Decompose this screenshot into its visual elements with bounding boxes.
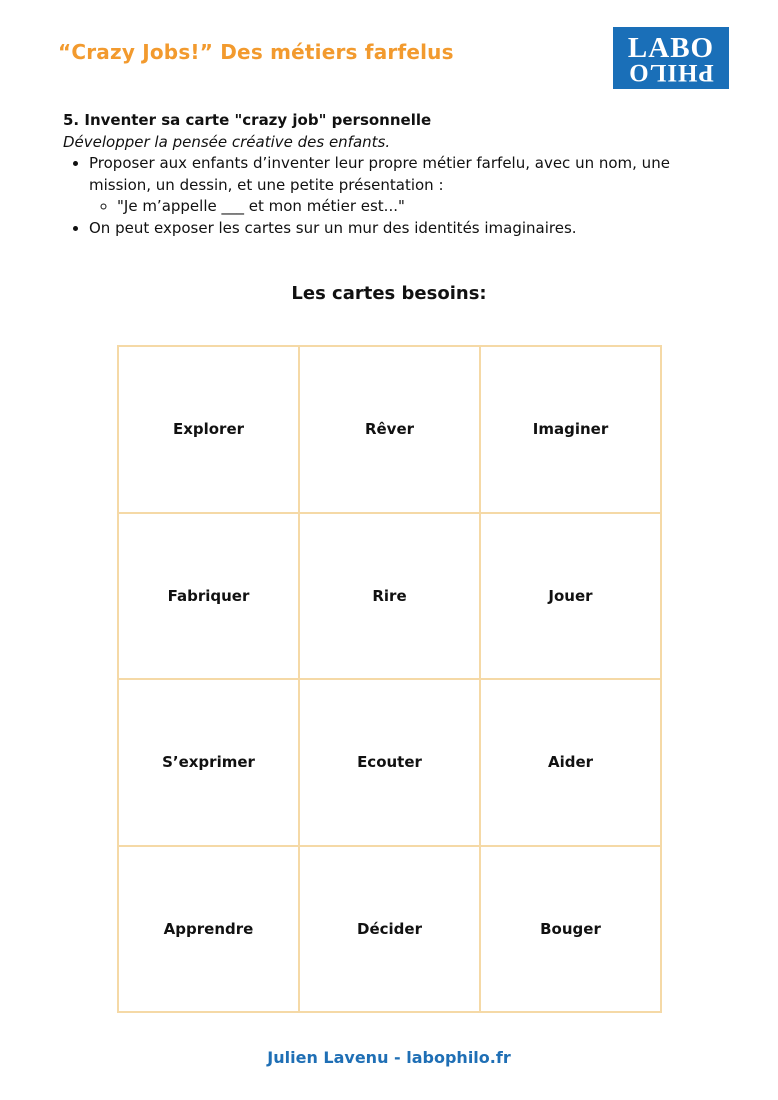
sub-list-item: ◦ "Je m’appelle ___ et mon métier est...": [117, 196, 733, 218]
card-cell: Jouer: [481, 514, 662, 681]
bullet-list: [63, 153, 733, 239]
section-heading: 5. Inventer sa carte "crazy job" personnelle: [63, 111, 432, 129]
svg-text:PHILO: PHILO: [628, 59, 714, 86]
card-cell: Apprendre: [119, 847, 300, 1014]
card-cell: Aider: [481, 680, 662, 847]
list-item: [89, 153, 733, 218]
sub-bullet-list: [89, 196, 733, 218]
card-cell: Explorer: [119, 347, 300, 514]
document-title: “Crazy Jobs!” Des métiers farfelus: [58, 40, 454, 64]
labo-philo-logo: [613, 27, 729, 89]
footer-credit: Julien Lavenu - labophilo.fr: [267, 1048, 511, 1067]
card-cell: Rire: [300, 514, 481, 681]
card-cell: Rêver: [300, 347, 481, 514]
card-cell: S’exprimer: [119, 680, 300, 847]
bullet-text: Proposer aux enfants d’inventer leur propre métier farfelu, avec un nom, une mission, un dessin, et une petite présentation :: [89, 154, 670, 194]
card-cell: Ecouter: [300, 680, 481, 847]
section-subtitle: Développer la pensée créative des enfants.: [63, 132, 391, 151]
svg-text:LABO: LABO: [627, 32, 715, 64]
cards-heading: Les cartes besoins:: [291, 283, 487, 304]
card-cell: Imaginer: [481, 347, 662, 514]
cards-grid: [117, 345, 662, 1013]
card-cell: Bouger: [481, 847, 662, 1014]
card-cell: Décider: [300, 847, 481, 1014]
card-cell: Fabriquer: [119, 514, 300, 681]
list-item: • On peut exposer les cartes sur un mur des identités imaginaires.: [89, 218, 733, 240]
activity-section: [63, 110, 733, 239]
